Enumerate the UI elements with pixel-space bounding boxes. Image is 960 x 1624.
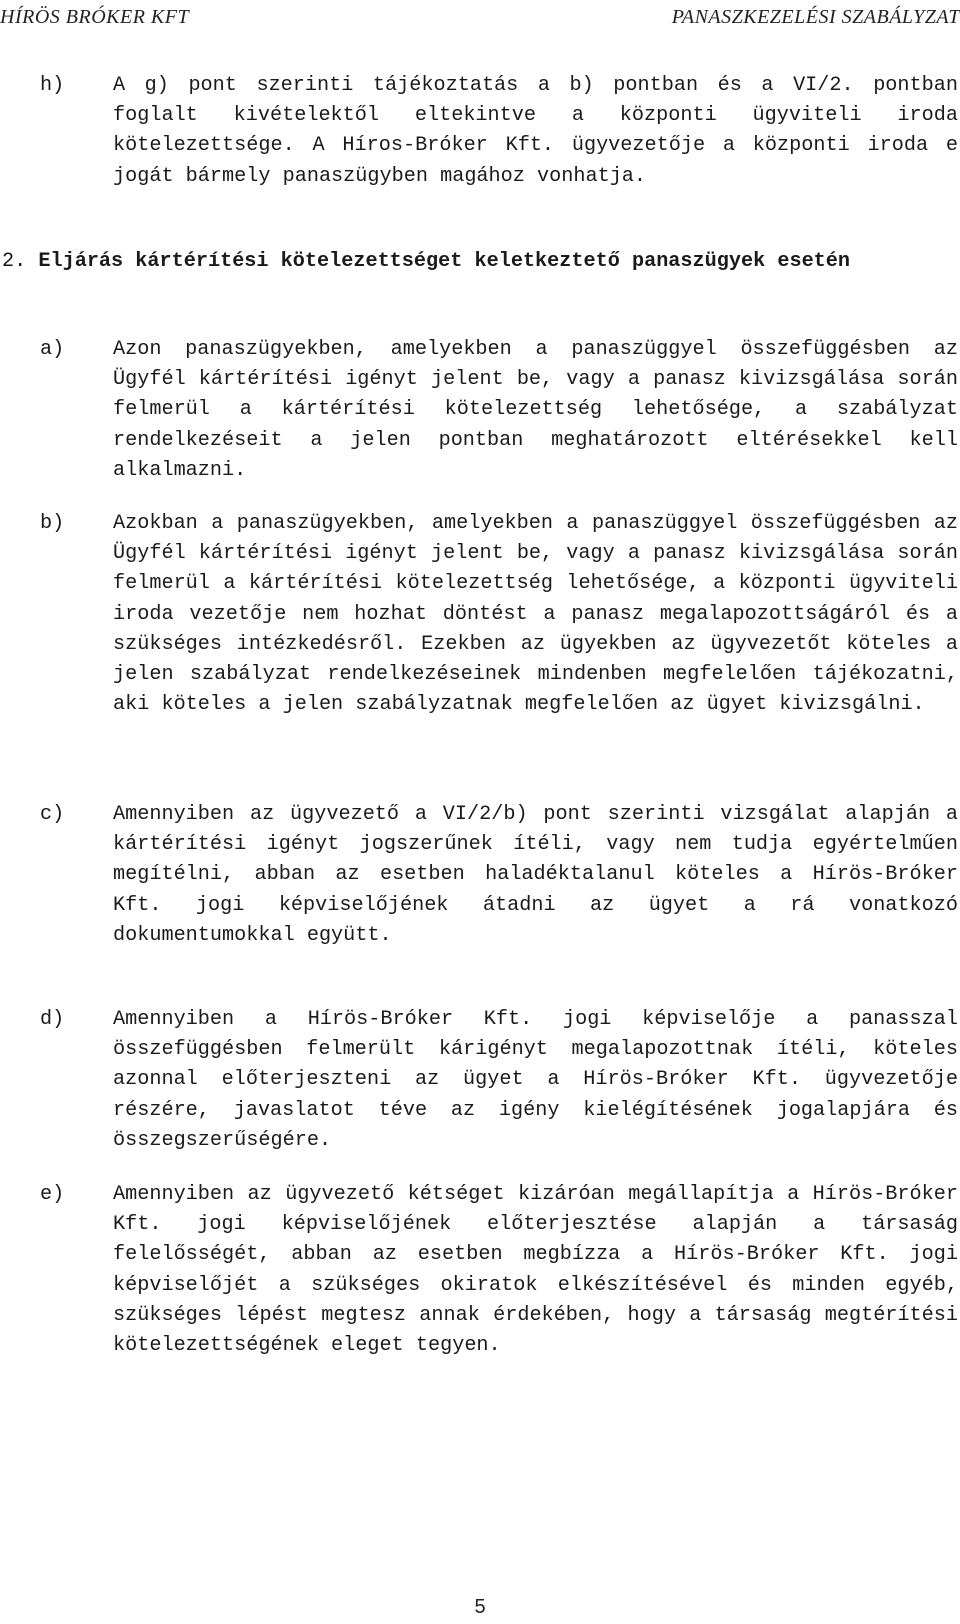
list-item-label: e) [40, 1183, 65, 1206]
list-item-label: b) [40, 512, 65, 535]
list-item-text: Amennyiben az ügyvezető kétséget kizáróan megállapítja a Hírös-Bróker Kft. jogi képviselőjének előterjesztése alapján a társaság felelősségét, abban az esetben megbízza a Hírös-Bróker Kft. jogi képviselőjét a szükséges okiratok elkészítésével és minden egyéb, szükséges lépést megtesz annak érdekében, hogy a társaság megtérítési kötelezettségének eleget tegyen. [113, 1183, 958, 1358]
list-item-text: Azokban a panaszügyekben, amelyekben a panaszüggyel összefüggésben az Ügyfél kártérítési igényt jelent be, vagy a panasz kivizsgálása során felmerül a kártérítési kötelezettség lehetősége, a központi ügyviteli iroda vezetője nem hozhat döntést a panasz megalapozottságáról és a szükséges intézkedésről. Ezekben az ügyekben az ügyvezetőt köteles a jelen szabályzat rendelkezéseinek mindenben megfelelően tájékozatni, aki köteles a jelen szabályzatnak megfelelően az ügyet kivizsgálni. [113, 512, 958, 717]
header-document-title: PANASZKEZELÉSI SZABÁLYZAT [671, 6, 960, 28]
list-item-label: c) [40, 803, 65, 826]
page-number: 5 [474, 1596, 486, 1618]
list-item-text: A g) pont szerinti tájékoztatás a b) pontban és a VI/2. pontban foglalt kivételektől eltekintve a központi ügyviteli iroda kötelezettsége. A Híros-Bróker Kft. ügyvezetője a központi iroda e jogát bármely panaszügyben magához vonhatja. [113, 74, 958, 188]
section-heading [0, 247, 958, 277]
section-number: 2. [2, 250, 27, 273]
section-title: Eljárás kártérítési kötelezettséget keletkeztető panaszügyek esetén [38, 250, 851, 273]
list-item-label: d) [40, 1008, 65, 1031]
header-company-name: HÍRÖS BRÓKER KFT [0, 6, 190, 28]
page-header [0, 6, 960, 32]
list-item-label: h) [40, 74, 65, 97]
list-item-label: a) [40, 338, 65, 361]
list-item-text: Azon panaszügyekben, amelyekben a panaszüggyel összefüggésben az Ügyfél kártérítési igényt jelent be, vagy a panasz kivizsgálása során felmerül a kártérítési kötelezettség lehetősége, a szabályzat rendelkezéseit a jelen pontban meghatározott eltérésekkel kell alkalmazni. [113, 338, 958, 482]
list-item-text: Amennyiben az ügyvezető a VI/2/b) pont szerinti vizsgálat alapján a kártérítési igényt jogszerűnek ítéli, vagy nem tudja egyértelműen megítélni, abban az esetben haladéktalanul köteles a Hírös-Bróker Kft. jogi képviselőjének átadni az ügyet a rá vonatkozó dokumentumokkal együtt. [113, 803, 958, 947]
list-item-text: Amennyiben a Hírös-Bróker Kft. jogi képviselője a panasszal összefüggésben felmerült kárigényt megalapozottnak ítéli, köteles azonnal előterjeszteni az ügyet a Hírös-Bróker Kft. ügyvezetője részére, javaslatot téve az igény kielégítésének jogalapjára és összegszerűségére. [113, 1008, 958, 1152]
